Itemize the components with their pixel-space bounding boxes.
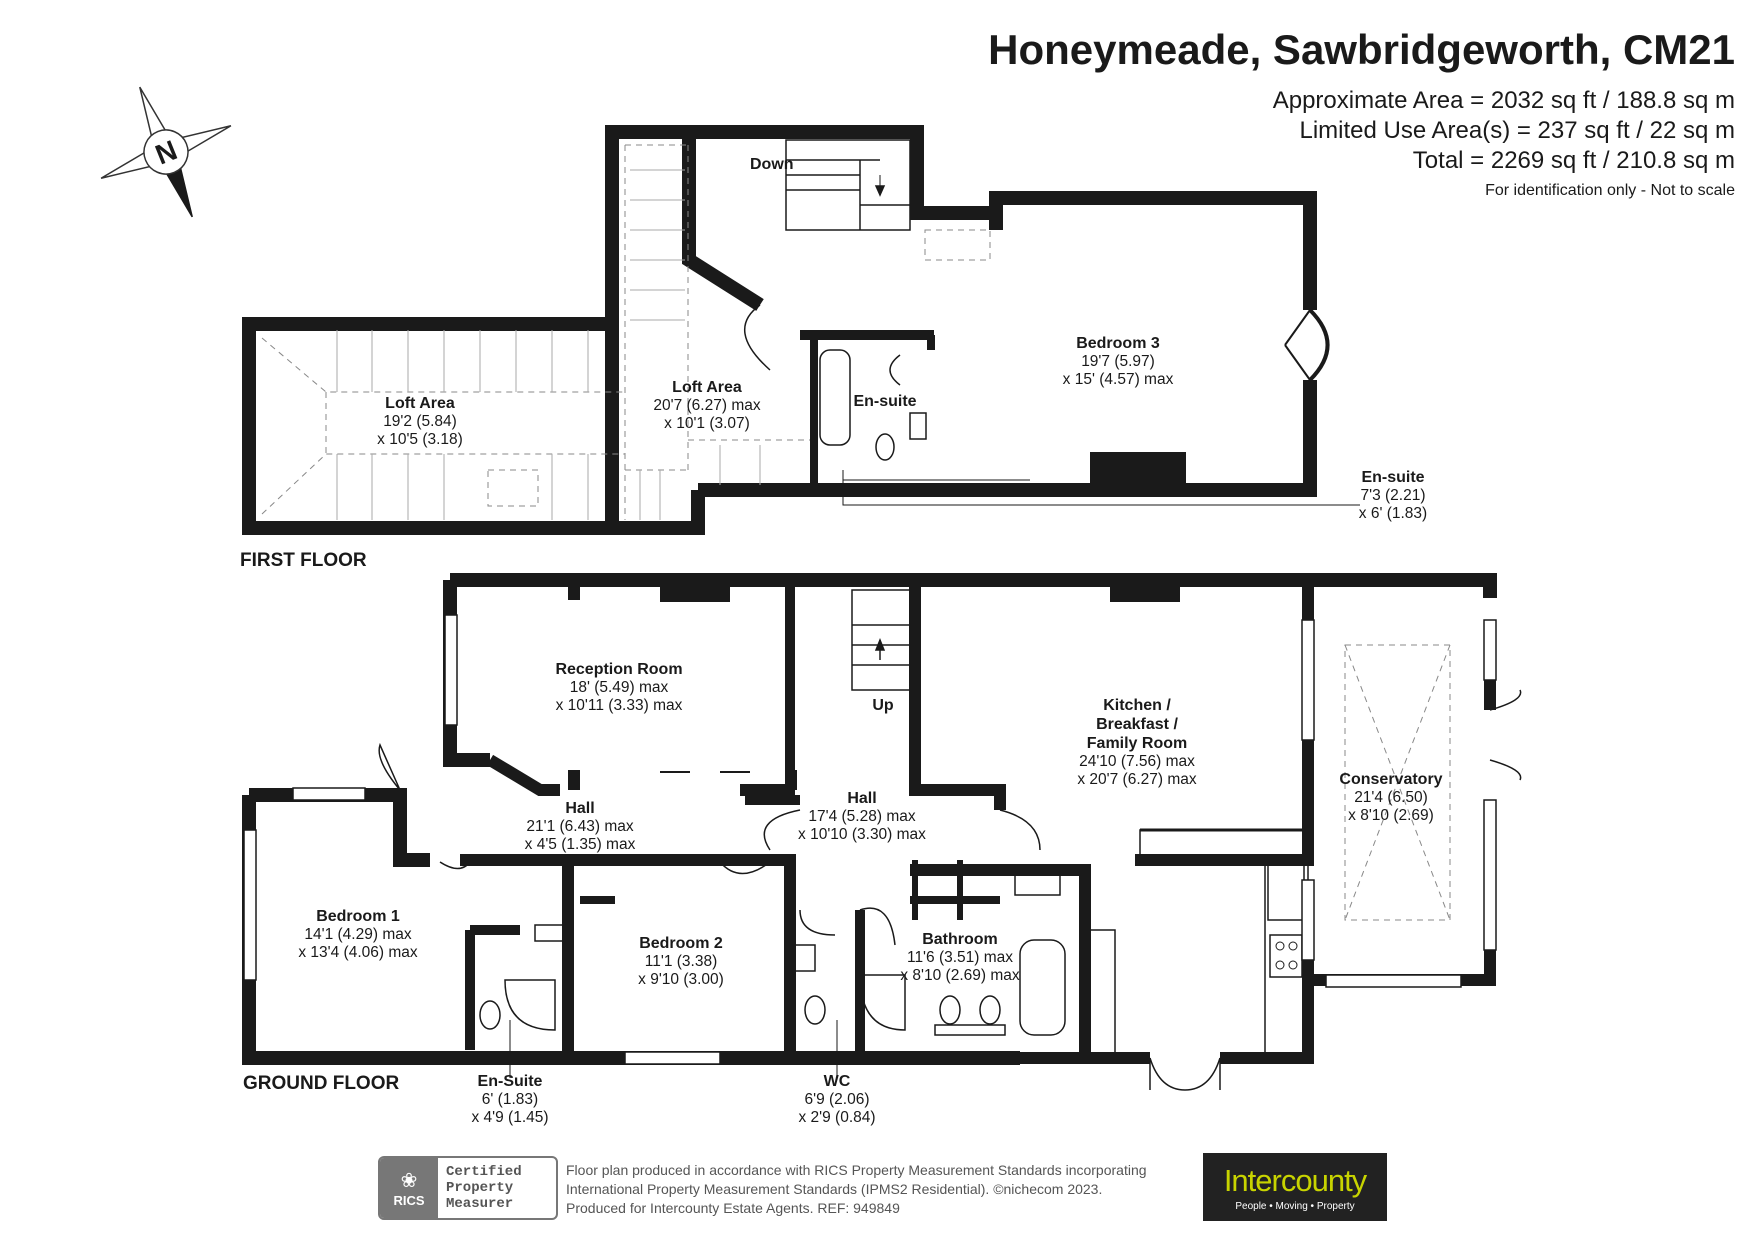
stairs-up-label: Up bbox=[872, 697, 894, 714]
north-compass-icon bbox=[75, 61, 257, 243]
room-loft-area-2 bbox=[653, 379, 760, 432]
agent-name: Intercounty bbox=[1223, 1162, 1367, 1198]
room-name: Hall bbox=[847, 790, 877, 807]
room-name: Loft Area bbox=[672, 379, 742, 396]
room-conservatory bbox=[1339, 771, 1442, 824]
room-wc bbox=[798, 1073, 875, 1126]
room-dim: x 13'4 (4.06) max bbox=[298, 944, 418, 961]
total-area: Total = 2269 sq ft / 210.8 sq m bbox=[1412, 147, 1735, 174]
rics-badge-text: RICS bbox=[393, 1193, 425, 1208]
agent-logo bbox=[1203, 1153, 1387, 1221]
room-dim: 18' (5.49) max bbox=[569, 679, 669, 696]
room-dim: 20'7 (6.27) max bbox=[653, 397, 761, 414]
room-bedroom-3 bbox=[1063, 335, 1174, 388]
room-en-suite-first: En-suite bbox=[853, 393, 917, 410]
room-dim: x 4'5 (1.35) max bbox=[524, 836, 636, 853]
room-dim: 6'9 (2.06) bbox=[804, 1091, 870, 1108]
room-name: Hall bbox=[565, 800, 595, 817]
room-en-suite-ground bbox=[471, 1073, 548, 1126]
room-dim: x 9'10 (3.00) bbox=[638, 971, 724, 988]
scale-note: For identification only - Not to scale bbox=[1485, 182, 1735, 199]
room-name: Bedroom 2 bbox=[639, 935, 723, 952]
room-bedroom-1 bbox=[298, 908, 418, 961]
room-bathroom bbox=[900, 931, 1020, 984]
limited-use-area: Limited Use Area(s) = 237 sq ft / 22 sq m bbox=[1299, 117, 1735, 144]
room-dim: 7'3 (2.21) bbox=[1360, 487, 1426, 504]
room-name: Breakfast / bbox=[1096, 716, 1178, 733]
certified-text: Certified Property Measurer bbox=[446, 1164, 522, 1212]
agent-tagline: People • Moving • Property bbox=[1235, 1200, 1355, 1212]
room-name: Bathroom bbox=[922, 931, 998, 948]
room-dim: x 20'7 (6.27) max bbox=[1077, 771, 1197, 788]
room-dim: x 10'10 (3.30) max bbox=[798, 826, 926, 843]
room-dim: 21'1 (6.43) max bbox=[526, 818, 634, 835]
room-dim: x 10'1 (3.07) bbox=[664, 415, 750, 432]
room-dim: x 4'9 (1.45) bbox=[471, 1109, 549, 1126]
room-name: Bedroom 3 bbox=[1076, 335, 1160, 352]
room-loft-area-1 bbox=[377, 395, 463, 448]
room-name: Kitchen / bbox=[1103, 697, 1171, 714]
room-dim: x 2'9 (0.84) bbox=[798, 1109, 876, 1126]
room-dim: 19'2 (5.84) bbox=[383, 413, 457, 430]
room-dim: 11'1 (3.38) bbox=[644, 953, 718, 970]
room-dim: 24'10 (7.56) max bbox=[1079, 753, 1195, 770]
room-hall-1 bbox=[525, 800, 636, 853]
ground-floor-label: GROUND FLOOR bbox=[243, 1073, 400, 1094]
room-en-suite-first-dims bbox=[1359, 469, 1427, 522]
room-bedroom-2 bbox=[638, 935, 724, 988]
room-dim: 17'4 (5.28) max bbox=[808, 808, 916, 825]
room-dim: x 10'5 (3.18) bbox=[377, 431, 463, 448]
room-hall-2 bbox=[798, 790, 926, 843]
rics-logo-icon: ❀ RICS bbox=[380, 1158, 438, 1218]
room-dim: x 15' (4.57) max bbox=[1062, 371, 1174, 388]
plan-title: Honeymeade, Sawbridgeworth, CM21 bbox=[988, 26, 1735, 73]
room-dim: 14'1 (4.29) max bbox=[304, 926, 412, 943]
room-name: En-Suite bbox=[477, 1073, 543, 1090]
room-dim: 19'7 (5.97) bbox=[1081, 353, 1155, 370]
room-name: En-suite bbox=[1361, 469, 1425, 486]
room-name: Loft Area bbox=[385, 395, 455, 412]
room-name: Conservatory bbox=[1339, 771, 1443, 788]
rics-certified-badge bbox=[378, 1156, 558, 1220]
stairs-down-label: Down bbox=[750, 156, 794, 173]
room-name: WC bbox=[823, 1073, 851, 1090]
room-name: Bedroom 1 bbox=[316, 908, 400, 925]
first-floor-label: FIRST FLOOR bbox=[240, 550, 367, 571]
room-dim: x 6' (1.83) bbox=[1358, 505, 1428, 522]
room-dim: 11'6 (3.51) max bbox=[906, 949, 1014, 966]
room-dim: x 10'11 (3.33) max bbox=[555, 697, 683, 714]
room-dim: 6' (1.83) bbox=[481, 1091, 539, 1108]
room-name: Family Room bbox=[1086, 735, 1188, 752]
first-floor-plan bbox=[249, 132, 1360, 528]
room-reception bbox=[555, 661, 682, 714]
measurement-statement: Floor plan produced in accordance with RICS Property Measurement Standards incorporating International Property Measurement Standards (IPMS2 Residential). ©nichecom 2023. Produced for Intercounty Estate Agents. REF: 949849 bbox=[566, 1162, 1147, 1216]
room-name: Reception Room bbox=[555, 661, 683, 678]
room-dim: 21'4 (6.50) bbox=[1354, 789, 1428, 806]
compass-label: N bbox=[151, 134, 182, 171]
approximate-area: Approximate Area = 2032 sq ft / 188.8 sq m bbox=[1272, 87, 1735, 114]
room-dim: x 8'10 (2.69) max bbox=[900, 967, 1020, 984]
room-dim: x 8'10 (2.69) bbox=[1348, 807, 1434, 824]
room-kitchen bbox=[1077, 697, 1197, 788]
